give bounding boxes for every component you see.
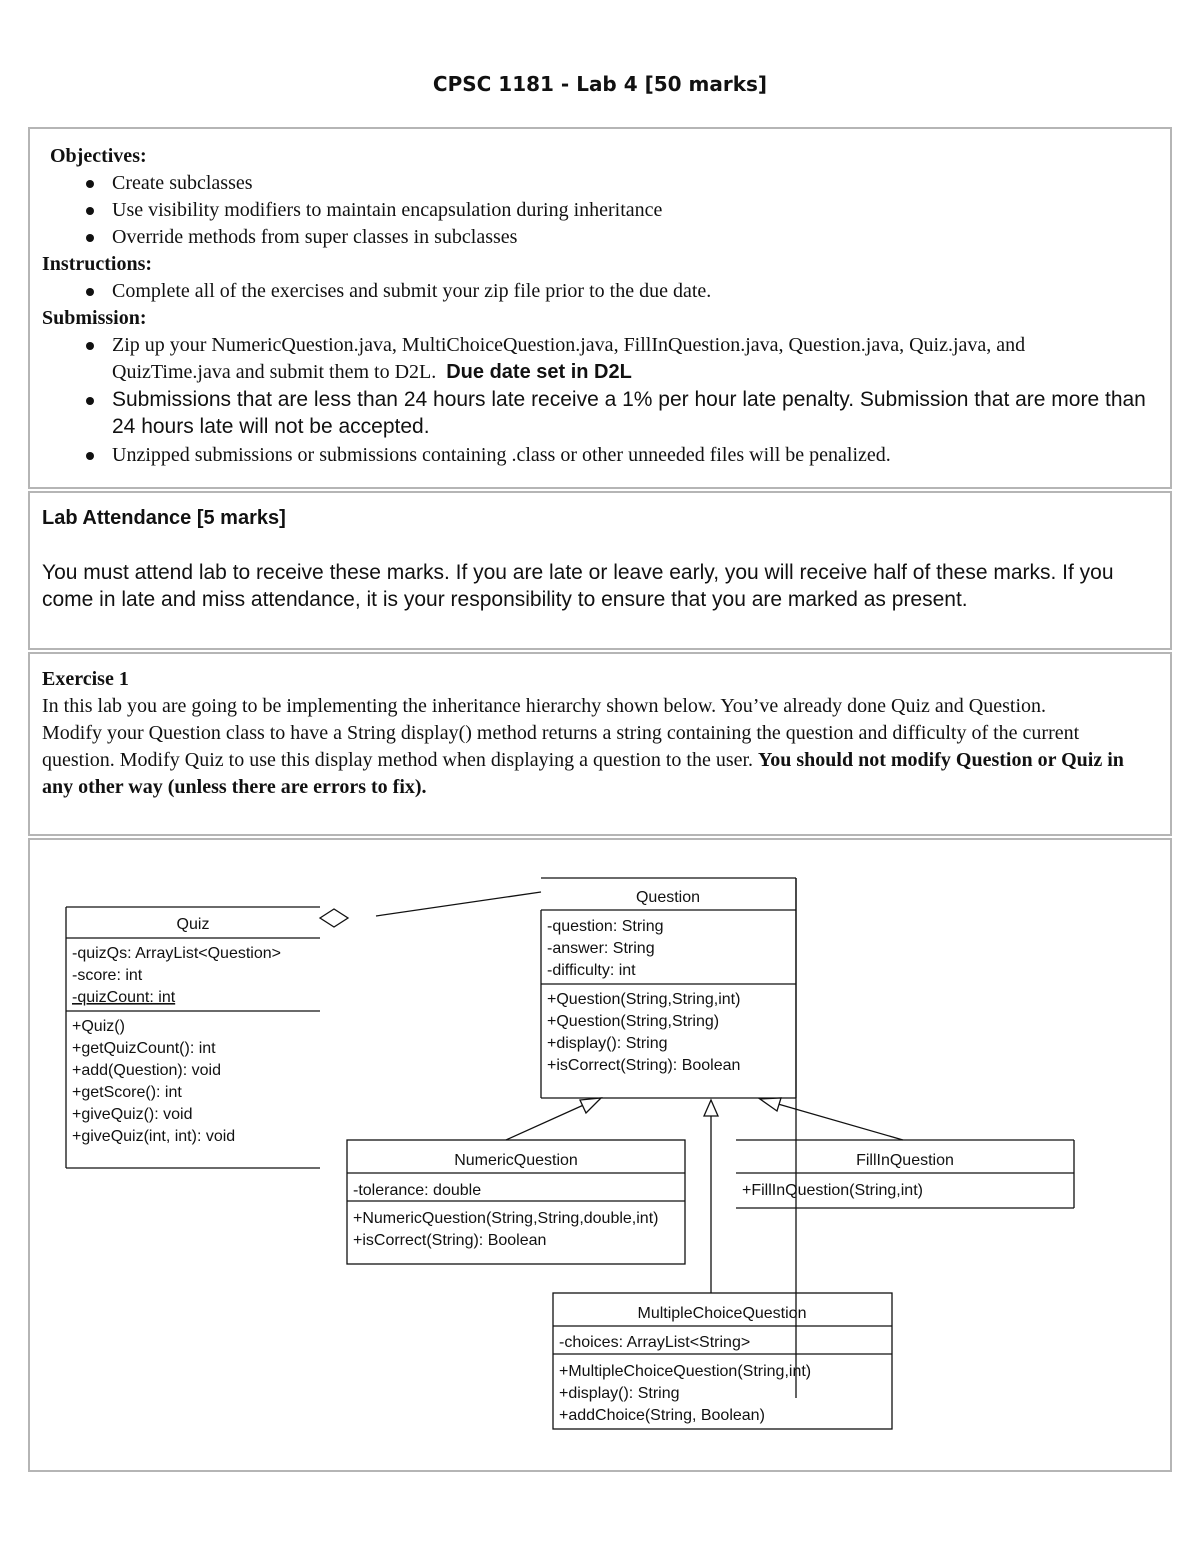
uml-multiple-method: +display(): String — [559, 1385, 680, 1402]
uml-quiz-method: +getScore(): int — [72, 1084, 182, 1101]
submission-list — [42, 332, 1158, 469]
page-title: CPSC 1181 - Lab 4 [50 marks] — [432, 72, 768, 96]
submission-files-text: Zip up your NumericQuestion.java, MultiChoiceQuestion.java, FillInQuestion.java, Question.java, Quiz.java, and QuizTime.java and submit them to D2L. — [112, 334, 1026, 383]
uml-question-method: +display(): String — [547, 1035, 668, 1052]
uml-question-name: Question — [635, 889, 701, 906]
instructions-list — [42, 278, 1158, 305]
list-item: Use visibility modifiers to maintain encapsulation during inheritance — [42, 197, 1158, 224]
uml-question-method: +Question(String,String,int) — [547, 991, 741, 1008]
instructions-heading: Instructions: — [42, 253, 153, 275]
uml-question-attr: -answer: String — [547, 940, 655, 957]
uml-question-attr: -question: String — [547, 918, 664, 935]
uml-box — [28, 838, 1172, 1472]
exercise1-instructions — [42, 720, 1158, 801]
submission-heading: Submission: — [42, 307, 147, 329]
uml-numeric-method: +NumericQuestion(String,String,double,int) — [353, 1210, 659, 1227]
uml-quiz-name: Quiz — [176, 916, 210, 933]
uml-class-diagram — [30, 840, 1170, 1470]
uml-fillin-method: +FillInQuestion(String,int) — [742, 1182, 923, 1199]
uml-quiz-method: +add(Question): void — [72, 1062, 221, 1079]
exercise1-instructions-text: Modify your Question class to have a String display() method returns a string containing the question and difficulty of the current question. Modify Quiz to use this display method when displaying a question to the user. — [42, 722, 1080, 771]
objectives-heading: Objectives: — [50, 145, 147, 167]
uml-quiz-attr: -quizCount: int — [72, 989, 176, 1006]
due-date-note: Due date set in D2L — [446, 361, 632, 383]
requirements-box — [28, 127, 1172, 489]
list-item: Complete all of the exercises and submit your zip file prior to the due date. — [42, 278, 1158, 305]
uml-multiple-name: MultipleChoiceQuestion — [637, 1305, 807, 1322]
uml-quiz-attr: -quizQs: ArrayList<Question> — [72, 945, 281, 962]
exercise1-warning: You should not modify Question or Quiz in any other way (unless there are errors to fix). — [42, 749, 1124, 798]
uml-numeric-method: +isCorrect(String): Boolean — [353, 1232, 547, 1249]
list-item — [42, 332, 1158, 386]
uml-numeric-attr: -tolerance: double — [353, 1182, 482, 1199]
uml-quiz-method: +Quiz() — [72, 1018, 125, 1035]
uml-multiple-method: +MultipleChoiceQuestion(String,int) — [559, 1363, 812, 1380]
uml-question-attr: -difficulty: int — [547, 962, 636, 979]
objectives-list — [42, 170, 1158, 251]
list-item: Unzipped submissions or submissions containing .class or other unneeded files will be penalized. — [42, 442, 1158, 469]
exercise1-paragraph: In this lab you are going to be implementing the inheritance hierarchy shown below. You’ve already done Quiz and Question. — [42, 695, 1047, 717]
list-item: Submissions that are less than 24 hours late receive a 1% per hour late penalty. Submission that are more than 24 hours late will not be accepted. — [42, 386, 1158, 440]
uml-multiple-attr: -choices: ArrayList<String> — [559, 1334, 751, 1351]
uml-quiz-attr: -score: int — [72, 967, 143, 984]
attendance-box — [28, 491, 1172, 650]
list-item: Override methods from super classes in subclasses — [42, 224, 1158, 251]
uml-question-method: +Question(String,String) — [547, 1013, 720, 1030]
uml-fillin-name: FillInQuestion — [856, 1152, 954, 1169]
uml-numeric-name: NumericQuestion — [454, 1152, 578, 1169]
uml-question-method: +isCorrect(String): Boolean — [547, 1057, 741, 1074]
list-item: Create subclasses — [42, 170, 1158, 197]
attendance-heading: Lab Attendance [5 marks] — [42, 507, 286, 529]
uml-multiple-method: +addChoice(String, Boolean) — [559, 1407, 765, 1424]
uml-quiz-method: +getQuizCount(): int — [72, 1040, 216, 1057]
exercise1-heading: Exercise 1 — [42, 668, 129, 690]
uml-quiz-method: +giveQuiz(int, int): void — [72, 1128, 236, 1145]
exercise1-box — [28, 652, 1172, 836]
uml-quiz-method: +giveQuiz(): void — [72, 1106, 193, 1123]
attendance-text: You must attend lab to receive these marks. If you are late or leave early, you will receive half of these marks. If you come in late and miss attendance, it is your responsibility to ensure that you are marked as present. — [42, 561, 1114, 611]
